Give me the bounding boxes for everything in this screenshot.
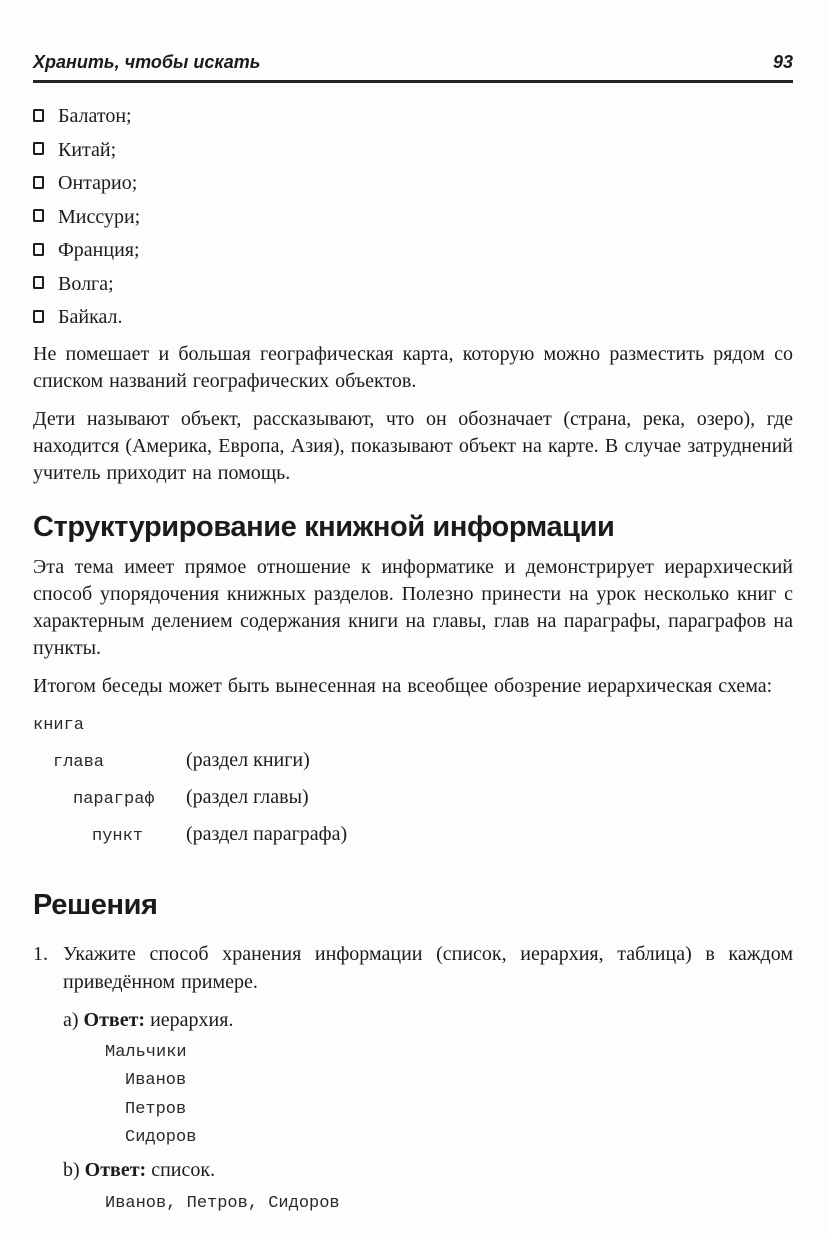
- hierarchy-scheme: [33, 716, 793, 847]
- square-bullet-icon: [33, 310, 44, 323]
- answer-line-a: [63, 1009, 793, 1031]
- list-item-label: Балатон;: [58, 105, 132, 127]
- answer-value: список.: [151, 1159, 216, 1181]
- list-item-label: Китай;: [58, 138, 117, 161]
- tree-child: Сидоров: [125, 1128, 197, 1147]
- scheme-row: [33, 750, 793, 773]
- answer-item-label: b): [63, 1159, 80, 1181]
- answer-line-b: [63, 1159, 793, 1181]
- geography-checklist: [33, 106, 793, 327]
- list-item-label: Байкал.: [58, 306, 123, 328]
- section-heading-solutions: Решения: [33, 888, 158, 921]
- list-item-label: Франция;: [58, 239, 140, 261]
- list-example-line: Иванов, Петров, Сидоров: [105, 1194, 340, 1213]
- list-item: [33, 140, 793, 160]
- scheme-term: параграф: [73, 789, 155, 809]
- tree-root: Мальчики: [105, 1042, 187, 1062]
- task-1: [33, 940, 793, 996]
- list-item: [33, 240, 793, 260]
- square-bullet-icon: [33, 142, 44, 155]
- hierarchy-example-tree: [33, 1044, 793, 1147]
- page-header: [33, 52, 793, 83]
- task-number: 1.: [33, 942, 48, 965]
- paragraph-book-intro: Эта тема имеет прямое отношение к информатике и демонстрирует иерархический способ упорядочения книжных разделов. Полезно принести на урок несколько книг с характерным делением содержания книги на главы, глав на параграфы, параграфов на пункты.: [33, 555, 793, 659]
- answer-word: Ответ:: [84, 1159, 147, 1181]
- scheme-term: глава: [53, 752, 105, 772]
- scheme-row: [33, 787, 793, 810]
- scheme-note: (раздел параграфа): [186, 822, 348, 845]
- section-heading-book-info: Структурирование книжной информации: [33, 510, 615, 543]
- list-item: [33, 173, 793, 193]
- list-item-label: Волга;: [58, 272, 114, 295]
- page-number: 93: [772, 52, 793, 72]
- scheme-row: [33, 824, 793, 847]
- paragraph-map-note: Не помешает и большая географическая карта, которую можно разместить рядом со списком названий географических объектов.: [33, 342, 793, 392]
- list-item: [33, 307, 793, 327]
- scheme-row-root: [33, 716, 793, 736]
- task-text: Укажите способ хранения информации (список, иерархия, таблица) в каждом приведённом примере.: [63, 942, 793, 993]
- answer-item-label: a): [63, 1008, 79, 1031]
- paragraph-children-activity: Дети называют объект, рассказывают, что он обозначает (страна, река, озеро), где находится (Америка, Европа, Азия), показывают объект на карте. В случае затруднений учитель приходит на помощь.: [33, 407, 793, 484]
- square-bullet-icon: [33, 243, 44, 256]
- list-item: [33, 274, 793, 294]
- list-item-label: Онтарио;: [58, 172, 138, 194]
- list-item: [33, 106, 793, 126]
- square-bullet-icon: [33, 176, 44, 189]
- scheme-root-term: книга: [33, 715, 85, 735]
- scheme-note: (раздел главы): [186, 785, 309, 808]
- answer-value: иерархия.: [150, 1008, 234, 1031]
- square-bullet-icon: [33, 209, 44, 222]
- scheme-note: (раздел книги): [186, 748, 310, 771]
- running-title: Хранить, чтобы искать: [33, 52, 261, 72]
- answer-word: Ответ:: [83, 1008, 146, 1031]
- scheme-term: пункт: [92, 826, 144, 846]
- paragraph-scheme-lead: Итогом беседы может быть вынесенная на всеобщее обозрение иерархическая схема:: [33, 674, 773, 697]
- tree-child: Петров: [125, 1099, 187, 1119]
- square-bullet-icon: [33, 276, 44, 289]
- list-item: [33, 207, 793, 227]
- tree-child: Иванов: [125, 1071, 187, 1090]
- list-item-label: Миссури;: [58, 205, 141, 228]
- square-bullet-icon: [33, 109, 44, 122]
